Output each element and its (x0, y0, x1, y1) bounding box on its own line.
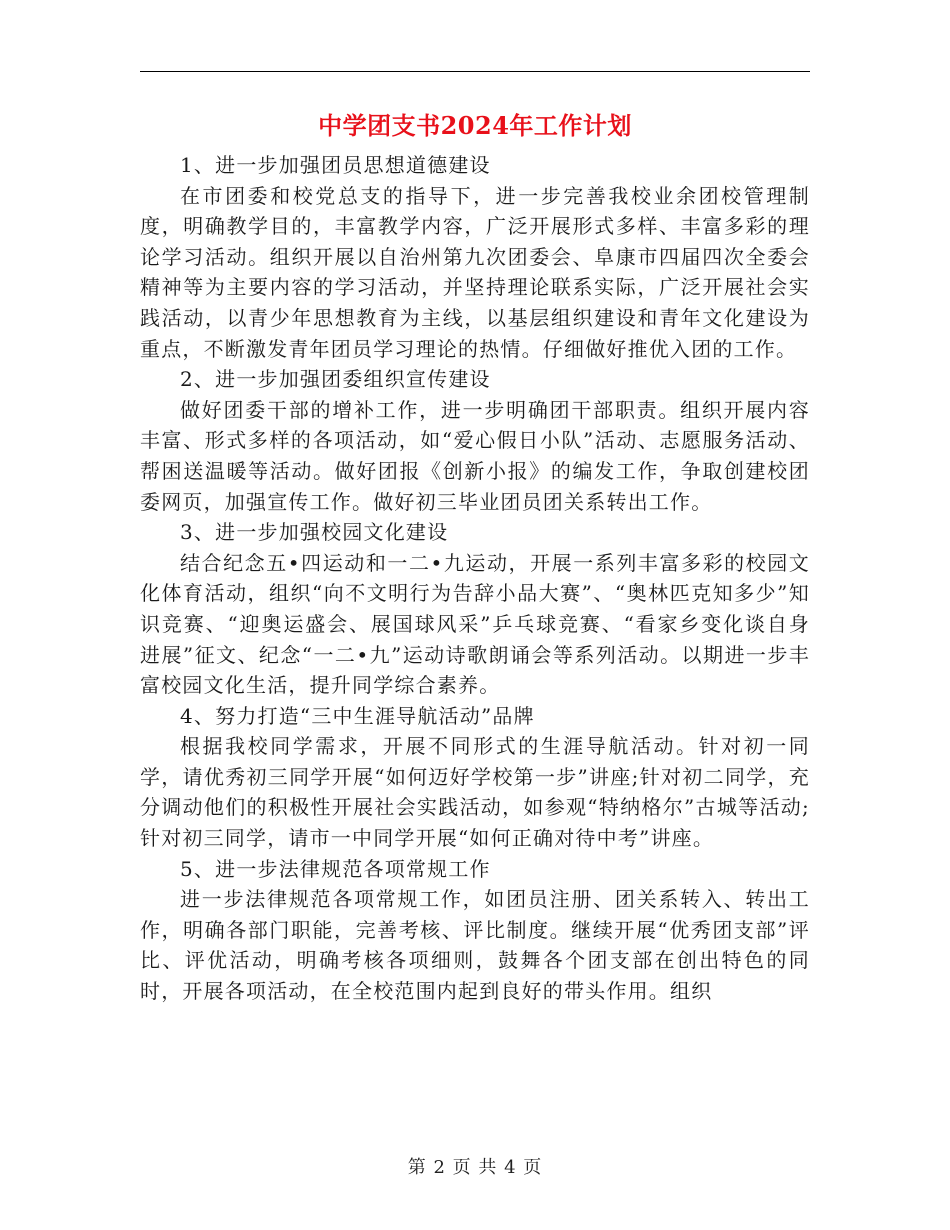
section-heading-2: 2、进一步加强团委组织宣传建设 (180, 367, 491, 392)
page-number: 第 2 页 共 4 页 (407, 1157, 543, 1178)
section-paragraph-1: 在市团委和校党总支的指导下，进一步完善我校业余团校管理制度，明确教学目的，丰富教学内容，广泛开展形式多样、丰富多彩的理论学习活动。组织开展以自治州第九次团委会、阜康市四届四次全委会精神等为主要内容的学习活动，并坚持理论联系实际，广泛开展社会实践活动，以青少年思想教育为主线，以基层组织建设和青年文化建设为重点，不断激发青年团员学习理论的热情。仔细做好推优入团的工作。 (140, 183, 810, 361)
section-paragraph-5: 进一步法律规范各项常规工作，如团员注册、团关系转入、转出工作，明确各部门职能，完善考核、评比制度。继续开展“优秀团支部”评比、评优活动，明确考核各项细则，鼓舞各个团支部在创出特色的同时，开展各项活动，在全校范围内起到良好的带头作用。组织 (140, 887, 810, 1004)
section-heading-1: 1、进一步加强团员思想道德建设 (180, 153, 491, 177)
section-heading-5: 5、进一步法律规范各项常规工作 (180, 856, 491, 881)
section-paragraph-4: 根据我校同学需求，开展不同形式的生涯导航活动。针对初一同学，请优秀初三同学开展“如何迈好学校第一步”讲座;针对初二同学，充分调动他们的积极性开展社会实践活动，如参观“特纳格尔”古城等活动;针对初三同学，请市一中同学开展“如何正确对待中考”讲座。 (140, 734, 810, 851)
section-heading-4: 4、努力打造“三中生涯导航活动”品牌 (180, 703, 535, 728)
document-body (140, 150, 810, 1007)
page-footer (0, 1153, 950, 1179)
header-rule (140, 71, 810, 72)
section-paragraph-3: 结合纪念五•四运动和一二•九运动，开展一系列丰富多彩的校园文化体育活动，组织“向不文明行为告辞小品大赛”、“奥林匹克知多少”知识竞赛、“迎奥运盛会、展国球风采”乒乓球竞赛、“看家乡变化谈自身进展”征文、纪念“一二•九”运动诗歌朗诵会等系列活动。以期进一步丰富校园文化生活，提升同学综合素养。 (140, 550, 810, 698)
document-title: 中学团支书2024年工作计划 (318, 111, 632, 140)
section-paragraph-2: 做好团委干部的增补工作，进一步明确团干部职责。组织开展内容丰富、形式多样的各项活动，如“爱心假日小队”活动、志愿服务活动、帮困送温暖等活动。做好团报《创新小报》的编发工作，争取创建校团委网页，加强宣传工作。做好初三毕业团员团关系转出工作。 (140, 397, 810, 514)
section-heading-3: 3、进一步加强校园文化建设 (180, 520, 449, 545)
